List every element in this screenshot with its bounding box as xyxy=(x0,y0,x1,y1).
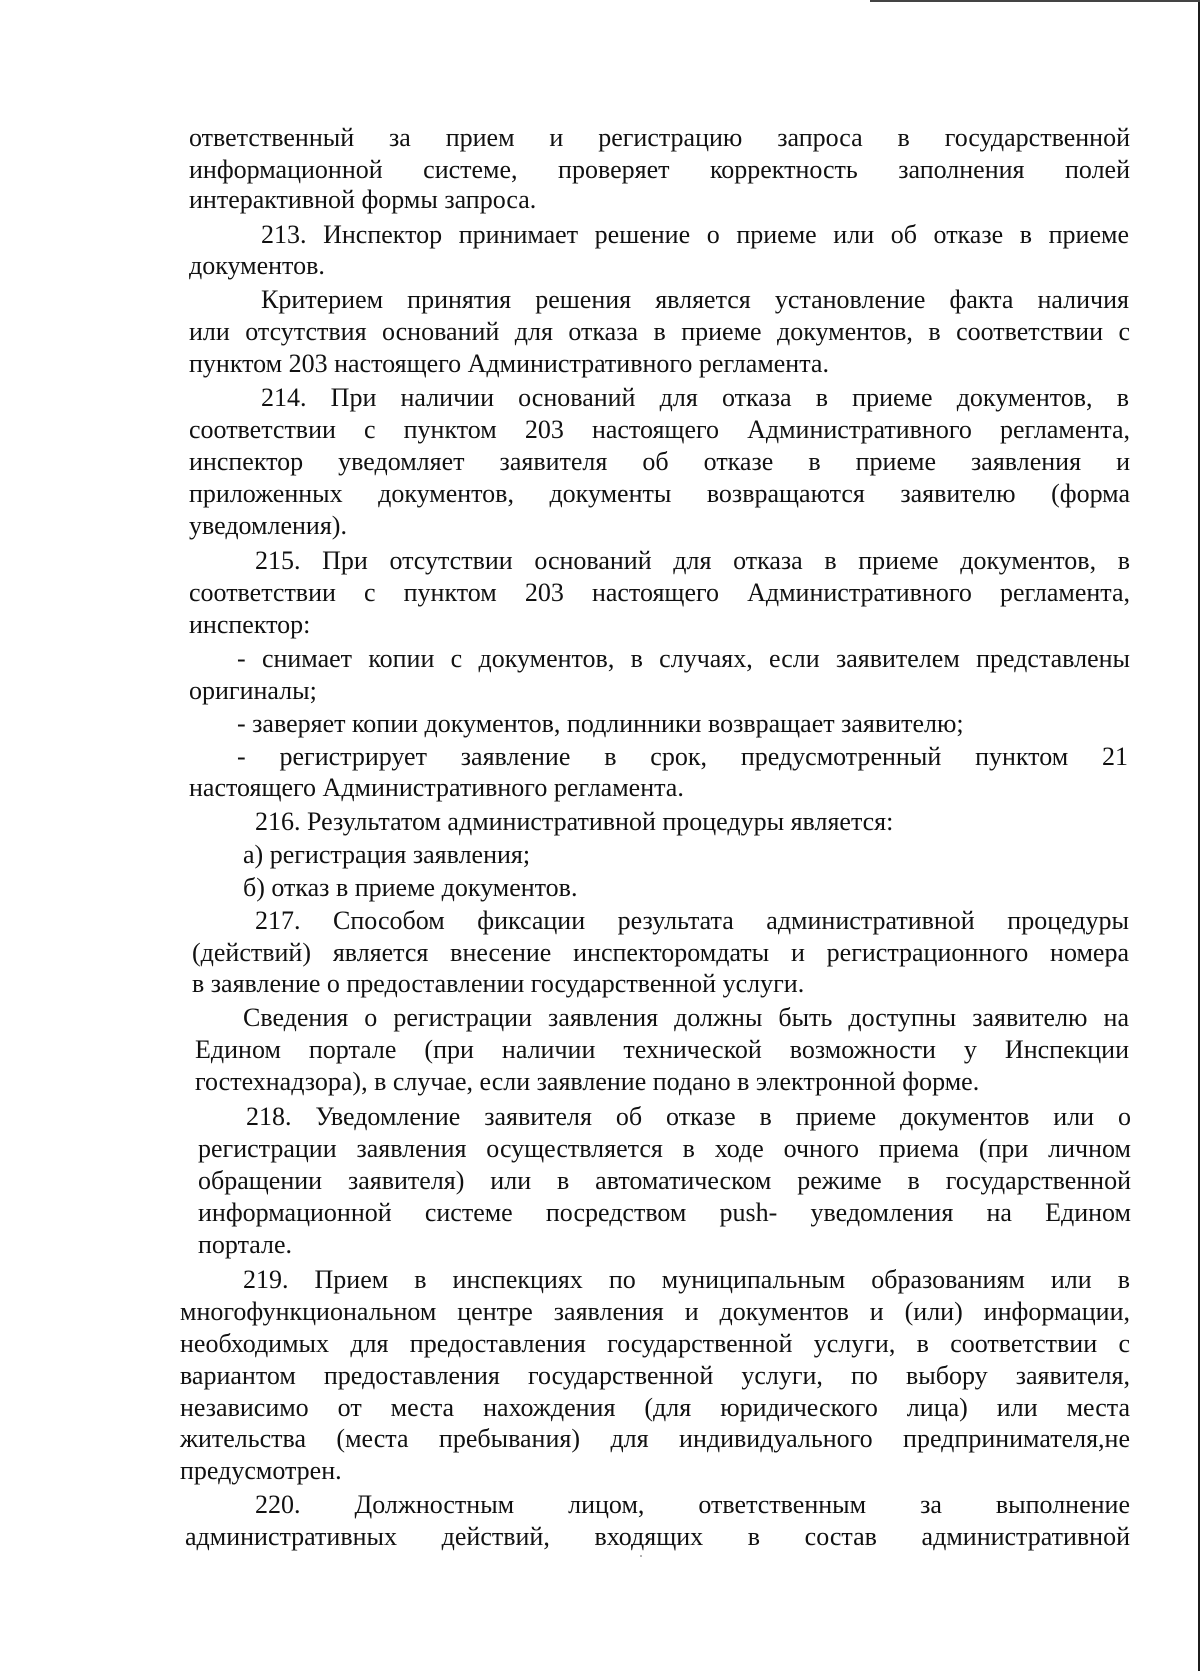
text-line: Едином портале (при наличии технической возможности у Инспекции xyxy=(195,1035,1129,1064)
text-line: интерактивной формы запроса. xyxy=(189,185,537,214)
text-line: приложенных документов, документы возвращаются заявителю (форма xyxy=(189,479,1130,508)
text-line: уведомления). xyxy=(189,511,347,540)
text-line: независимо от места нахождения (для юридического лица) или места xyxy=(180,1393,1130,1422)
text-line: инспектор: xyxy=(189,610,311,639)
text-line: информационной системе посредством push- уведомления на Едином xyxy=(198,1198,1131,1227)
text-line: 220. Должностным лицом, ответственным за выполнение xyxy=(255,1490,1130,1519)
text-line: а) регистрация заявления; xyxy=(243,840,531,869)
text-line: инспектор уведомляет заявителя об отказе в приеме заявления и xyxy=(189,447,1130,476)
text-line: соответствии с пунктом 203 настоящего Административного регламента, xyxy=(189,415,1130,444)
text-line: - заверяет копии документов, подлинники возвращает заявителю; xyxy=(237,709,964,738)
text-line: пунктом 203 настоящего Административного регламента. xyxy=(189,349,829,378)
text-line: - регистрирует заявление в срок, предусмотренный пунктом 21 xyxy=(237,742,1128,771)
text-line: Сведения о регистрации заявления должны быть доступны заявителю на xyxy=(243,1003,1129,1032)
text-line: 218. Уведомление заявителя об отказе в приеме документов или о xyxy=(246,1102,1131,1131)
text-line: 217. Способом фиксации результата административной процедуры xyxy=(255,906,1129,935)
text-line: информационной системе, проверяет корректность заполнения полей xyxy=(189,155,1130,184)
text-line: в заявление о предоставлении государственной услуги. xyxy=(192,969,805,998)
text-line: 216. Результатом административной процедуры является: xyxy=(255,807,894,836)
text-line: предусмотрен. xyxy=(180,1456,342,1485)
text-line: оригиналы; xyxy=(189,676,317,705)
text-line: портале. xyxy=(198,1230,293,1259)
text-line: - снимает копии с документов, в случаях, если заявителем представлены xyxy=(237,644,1130,673)
text-line: 215. При отсутствии оснований для отказа в приеме документов, в xyxy=(255,546,1130,575)
text-line: (действий) является внесение инспекторомдаты и регистрационного номера xyxy=(192,938,1129,967)
text-line: вариантом предоставления государственной услуги, по выбору заявителя, xyxy=(180,1361,1130,1390)
text-line: ответственный за прием и регистрацию запроса в государственной xyxy=(189,123,1130,152)
text-line: регистрации заявления осуществляется в ходе очного приема (при личном xyxy=(198,1134,1131,1163)
text-line: б) отказ в приеме документов. xyxy=(243,873,578,902)
text-line: многофункциональном центре заявления и документов и (или) информации, xyxy=(180,1297,1130,1326)
text-line: настоящего Административного регламента. xyxy=(189,773,684,802)
text-line: соответствии с пунктом 203 настоящего Административного регламента, xyxy=(189,578,1130,607)
text-line: жительства (места пребывания) для индивидуального предпринимателя,не xyxy=(180,1424,1130,1453)
text-line: или отсутствия оснований для отказа в приеме документов, в соответствии с xyxy=(189,317,1130,346)
text-line: документов. xyxy=(189,251,325,280)
text-line: административных действий, входящих в состав административной xyxy=(185,1522,1130,1551)
text-line: 219. Прием в инспекциях по муниципальным образованиям или в xyxy=(243,1265,1130,1294)
text-line: гостехнадзора), в случае, если заявление подано в электронной форме. xyxy=(195,1067,980,1096)
text-line: обращении заявителя) или в автоматическом режиме в государственной xyxy=(198,1166,1131,1195)
text-line: 214. При наличии оснований для отказа в приеме документов, в xyxy=(261,383,1129,412)
text-line: необходимых для предоставления государственной услуги, в соответствии с xyxy=(180,1329,1130,1358)
text-line: 213. Инспектор принимает решение о приеме или об отказе в приеме xyxy=(261,220,1129,249)
text-line: Критерием принятия решения является установление факта наличия xyxy=(261,285,1129,314)
